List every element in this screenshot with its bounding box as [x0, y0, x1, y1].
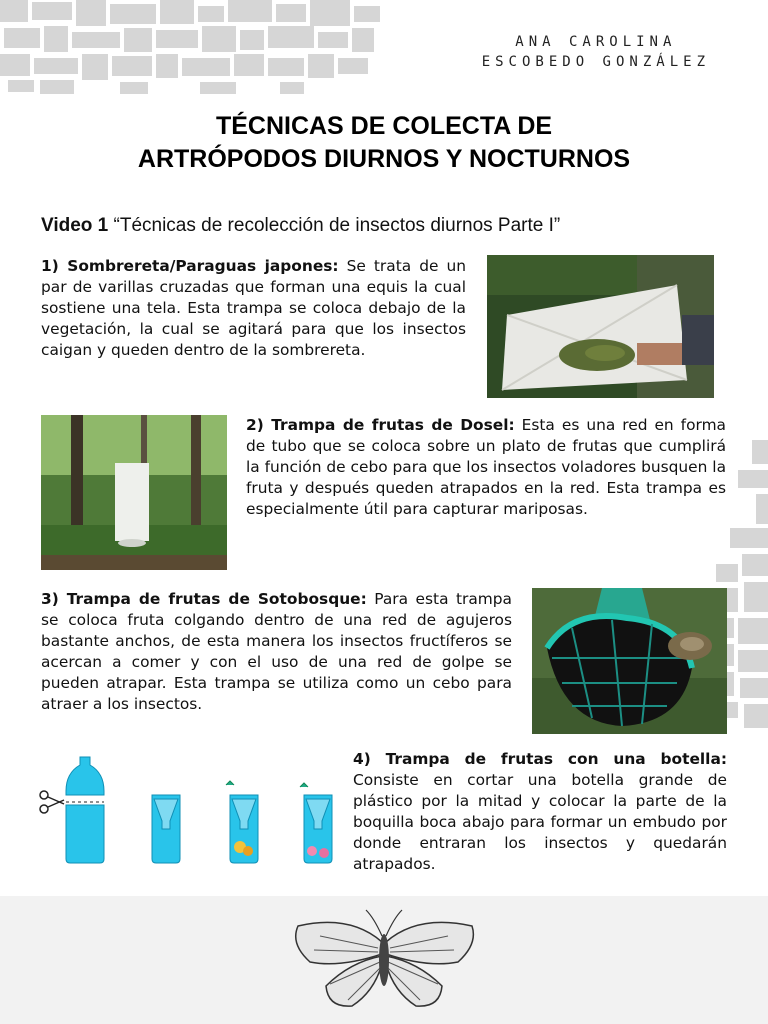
section-1-heading: 1) Sombrereta/Paraguas japones: [41, 257, 339, 275]
section-3-body: Para esta trampa se coloca fruta colgando dentro de una red de agujeros bastante anchos, de esta manera los insectos fructíferos se acercan a comer y con el uso de una red de golpe se pueden atrapar. Esta trampa se utiliza como un cebo para atraer a los insectos. [41, 590, 512, 713]
scissors-icon [40, 791, 64, 813]
photo-sombrereta [487, 255, 714, 398]
video-label: Video 1 [41, 215, 109, 236]
photo-trampa-dosel [41, 415, 227, 570]
section-trampa-botella [353, 749, 727, 875]
page-title [0, 110, 768, 176]
section-2-body: Esta es una red en forma de tubo que se coloca sobre un plato de frutas que cumplirá la función de cebo para que los insectos voladores busquen la fruta y después queden atrapados en la red. Esta trampa es especialmente útil para capturar mariposas. [246, 416, 726, 518]
butterfly-icon [290, 904, 478, 1016]
section-3-heading: 3) Trampa de frutas de Sotobosque: [41, 590, 367, 608]
video-title: “Técnicas de recolección de insectos diurnos Parte I” [108, 215, 561, 236]
author-name [482, 32, 710, 72]
photo-trampa-sotobosque [532, 588, 727, 734]
author-last-name: ESCOBEDO GONZÁLEZ [481, 54, 710, 70]
section-4-heading: 4) Trampa de frutas con una botella: [353, 750, 727, 768]
section-trampa-sotobosque [41, 589, 512, 715]
author-first-name: ANA CAROLINA [515, 34, 677, 50]
title-line-2: ARTRÓPODOS DIURNOS Y NOCTURNOS [137, 145, 631, 173]
section-2-heading: 2) Trampa de frutas de Dosel: [246, 416, 515, 434]
title-line-1: TÉCNICAS DE COLECTA DE [215, 112, 553, 140]
section-sombrereta [41, 256, 466, 361]
section-4-body: Consiste en cortar una botella grande de plástico por la mitad y colocar la parte de la boquilla boca abajo para formar un embudo por donde entraran los insectos y quedarán atrapados. [353, 771, 727, 873]
illustration-bottle-steps [36, 755, 341, 870]
video-heading [41, 214, 560, 238]
footer-band [0, 896, 768, 1024]
section-trampa-dosel [246, 415, 726, 520]
section-1-body: Se trata de un par de varillas cruzadas que forman una equis la cual sostiene una tela. Esta trampa se coloca debajo de la vegetación, la cual se agitará para que los insectos caigan y queden dentro de la sombrereta. [41, 257, 466, 359]
mosaic-decoration-top [0, 0, 385, 95]
